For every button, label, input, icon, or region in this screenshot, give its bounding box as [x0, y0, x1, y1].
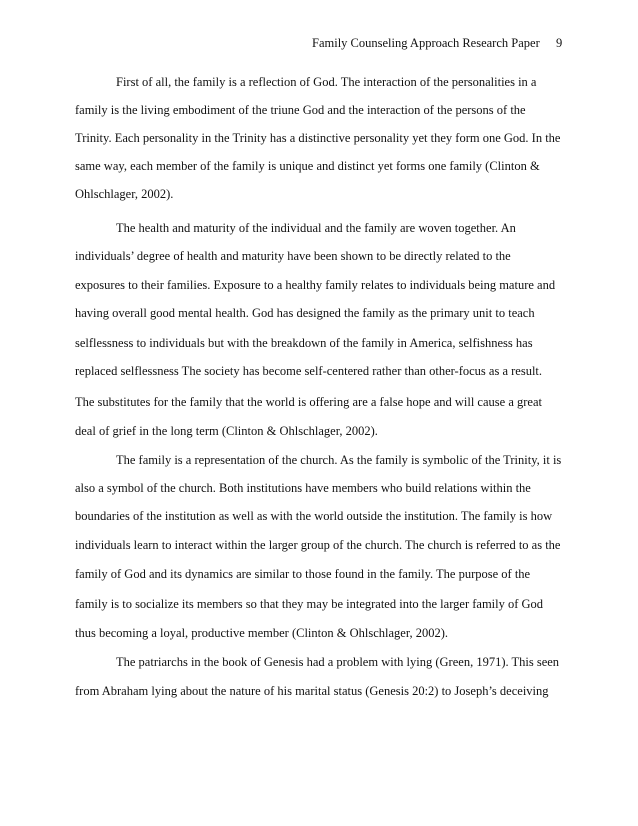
paragraph-3-line-5: family of God and its dynamics are similar to those found in the family. The purpose of the: [75, 567, 531, 581]
paragraph-2-line-3: exposures to their families. Exposure to a healthy family relates to individuals being mature and: [75, 278, 556, 292]
paragraph-2-line-7: The substitutes for the family that the world is offering are a false hope and will cause a great: [75, 395, 542, 409]
page-number: 9: [556, 36, 563, 50]
paragraph-1-line-5: Ohlschlager, 2002).: [75, 187, 174, 201]
paragraph-2-line-2: individuals’ degree of health and maturity have been shown to be directly related to the: [75, 249, 511, 263]
paragraph-3-line-4: individuals learn to interact within the larger group of the church. The church is referred to as the: [75, 538, 561, 552]
paragraph-2-line-5: selflessness to individuals but with the breakdown of the family in America, selfishness has: [75, 336, 533, 350]
paragraph-1-line-1: First of all, the family is a reflection of God. The interaction of the personalities in a: [116, 75, 537, 89]
paragraph-1-line-2: family is the living embodiment of the triune God and the interaction of the persons of the: [75, 103, 526, 117]
paragraph-2-line-4: having overall good mental health. God has designed the family as the primary unit to teach: [75, 306, 535, 320]
paragraph-3-line-1: The family is a representation of the church. As the family is symbolic of the Trinity, it is: [116, 453, 562, 467]
paragraph-3-line-7: thus becoming a loyal, productive member (Clinton & Ohlschlager, 2002).: [75, 626, 449, 640]
paragraph-3-line-2: also a symbol of the church. Both institutions have members who build relations within the: [75, 481, 531, 495]
paragraph-2-line-6: replaced selflessness The society has become self-centered rather than other-focus as a result.: [75, 364, 543, 378]
page-header: [0, 36, 638, 56]
paragraph-1-line-3: Trinity. Each personality in the Trinity has a distinctive personality yet they form one God. In the: [75, 131, 561, 145]
running-head: Family Counseling Approach Research Paper: [312, 36, 540, 50]
paragraph-2-line-1: The health and maturity of the individual and the family are woven together. An: [116, 221, 516, 235]
paragraph-3-line-6: family is to socialize its members so that they may be integrated into the larger family of God: [75, 597, 544, 611]
paragraph-4-line-1: The patriarchs in the book of Genesis had a problem with lying (Green, 1971). This seen: [116, 655, 560, 669]
paragraph-3-line-3: boundaries of the institution as well as with the world outside the institution. The family is how: [75, 509, 553, 523]
paragraph-2-line-8: deal of grief in the long term (Clinton & Ohlschlager, 2002).: [75, 424, 378, 438]
paragraph-1-line-4: same way, each member of the family is unique and distinct yet forms one family (Clinton &: [75, 159, 540, 173]
paragraph-4-line-2: from Abraham lying about the nature of his marital status (Genesis 20:2) to Joseph’s deceiving: [75, 684, 549, 698]
